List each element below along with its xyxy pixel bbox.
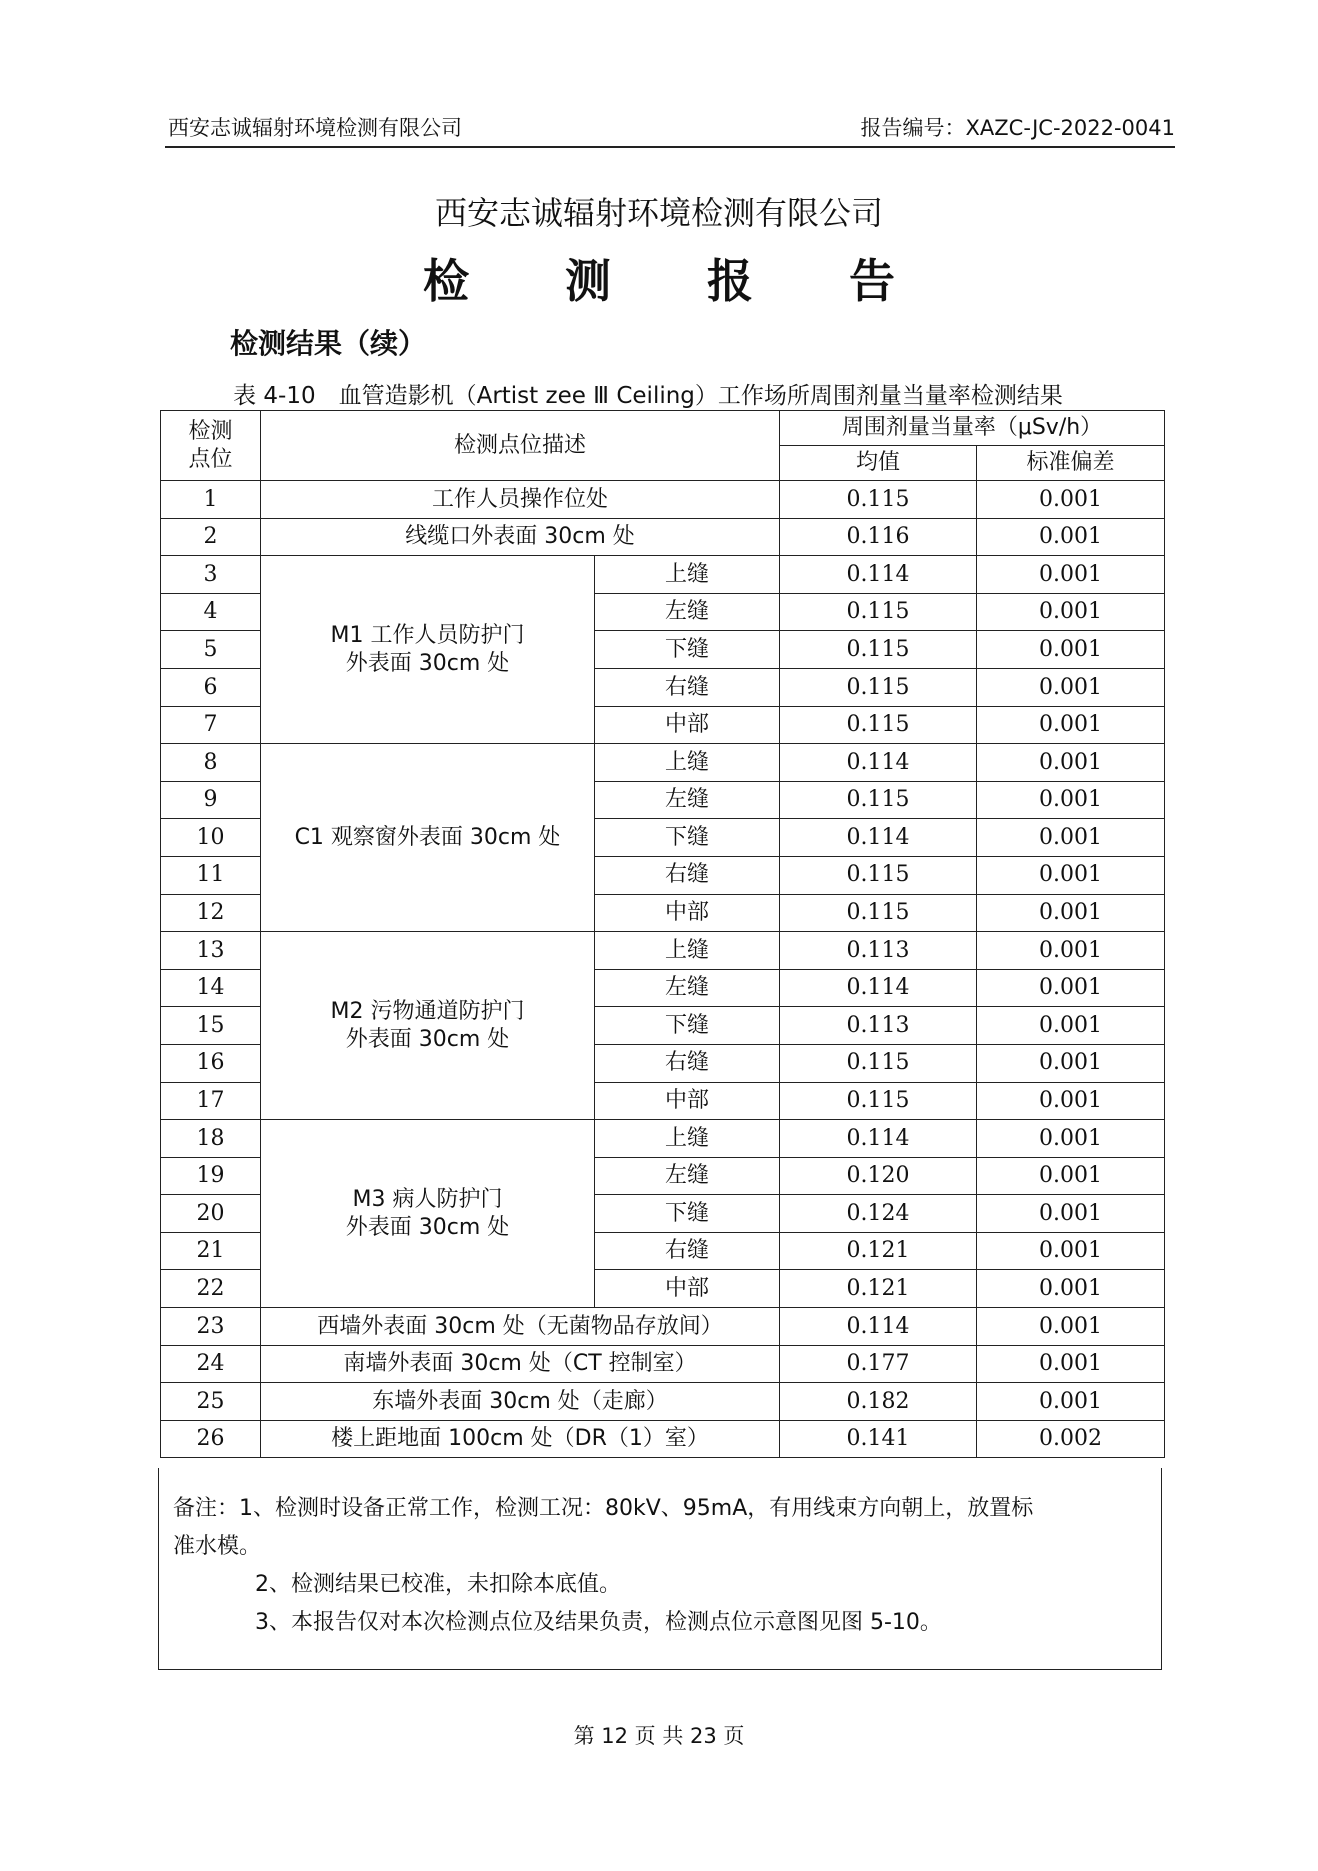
cell-std: 0.001: [977, 781, 1165, 819]
cell-sub-position: 右缝: [595, 1232, 780, 1270]
cell-std: 0.001: [977, 593, 1165, 631]
cell-std: 0.001: [977, 1157, 1165, 1195]
cell-mean: 0.120: [780, 1157, 977, 1195]
cell-sub-position: 左缝: [595, 1157, 780, 1195]
cell-mean: 0.115: [780, 856, 977, 894]
cell-point-no: 23: [161, 1308, 261, 1346]
cell-sub-position: 上缝: [595, 744, 780, 782]
cell-point-no: 25: [161, 1383, 261, 1421]
cell-mean: 0.115: [780, 1044, 977, 1082]
cell-point-no: 18: [161, 1120, 261, 1158]
cell-std: 0.001: [977, 706, 1165, 744]
cell-point-no: 17: [161, 1082, 261, 1120]
cell-description: 楼上距地面 100cm 处（DR（1）室）: [261, 1420, 780, 1458]
company-name: 西安志诚辐射环境检测有限公司: [434, 194, 883, 232]
cell-sub-position: 下缝: [595, 1195, 780, 1233]
header-divider: [165, 146, 1175, 148]
cell-std: 0.001: [977, 668, 1165, 706]
cell-mean: 0.115: [780, 706, 977, 744]
cell-std: 0.001: [977, 1044, 1165, 1082]
cell-mean: 0.115: [780, 593, 977, 631]
table-row: [161, 556, 1165, 594]
cell-mean: 0.115: [780, 894, 977, 932]
cell-mean: 0.121: [780, 1232, 977, 1270]
cell-point-no: 20: [161, 1195, 261, 1233]
cell-point-no: 26: [161, 1420, 261, 1458]
cell-mean: 0.114: [780, 744, 977, 782]
remark-line-2: 2、检测结果已校准，未扣除本底值。: [255, 1572, 621, 1597]
cell-description: 工作人员操作位处: [261, 481, 780, 519]
header-description: 检测点位描述: [261, 411, 780, 481]
cell-std: 0.001: [977, 932, 1165, 970]
cell-mean: 0.115: [780, 631, 977, 669]
cell-mean: 0.124: [780, 1195, 977, 1233]
cell-std: 0.001: [977, 856, 1165, 894]
cell-point-no: 11: [161, 856, 261, 894]
remark-line-1: 备注：1、检测时设备正常工作，检测工况：80kV、95mA，有用线束方向朝上，放置标: [173, 1496, 1034, 1521]
cell-mean: 0.141: [780, 1420, 977, 1458]
cell-sub-position: 下缝: [595, 819, 780, 857]
cell-point-no: 14: [161, 969, 261, 1007]
header-std: 标准偏差: [977, 446, 1165, 481]
cell-std: 0.001: [977, 744, 1165, 782]
cell-group-description: C1 观察窗外表面 30cm 处: [261, 744, 595, 932]
cell-description: 线缆口外表面 30cm 处: [261, 518, 780, 556]
table-row: [161, 1383, 1165, 1421]
table-header-row: [161, 411, 1165, 446]
cell-std: 0.001: [977, 1345, 1165, 1383]
cell-mean: 0.116: [780, 518, 977, 556]
cell-mean: 0.114: [780, 1308, 977, 1346]
cell-std: 0.001: [977, 556, 1165, 594]
cell-sub-position: 右缝: [595, 856, 780, 894]
cell-std: 0.001: [977, 631, 1165, 669]
cell-std: 0.001: [977, 1082, 1165, 1120]
cell-mean: 0.121: [780, 1270, 977, 1308]
remark-line-3: 3、本报告仅对本次检测点位及结果负责，检测点位示意图见图 5-10。: [255, 1610, 942, 1635]
cell-sub-position: 下缝: [595, 1007, 780, 1045]
cell-point-no: 19: [161, 1157, 261, 1195]
cell-mean: 0.115: [780, 1082, 977, 1120]
header-point: 检测 点位: [161, 411, 261, 481]
cell-std: 0.001: [977, 481, 1165, 519]
results-table: [160, 410, 1165, 1458]
cell-std: 0.001: [977, 1308, 1165, 1346]
cell-std: 0.001: [977, 894, 1165, 932]
cell-point-no: 24: [161, 1345, 261, 1383]
cell-mean: 0.114: [780, 969, 977, 1007]
cell-point-no: 13: [161, 932, 261, 970]
cell-point-no: 3: [161, 556, 261, 594]
cell-point-no: 10: [161, 819, 261, 857]
cell-mean: 0.177: [780, 1345, 977, 1383]
table-caption: 表 4-10 血管造影机（Artist zee Ⅲ Ceiling）工作场所周围剂量当量率检测结果: [233, 383, 1063, 409]
header-company: 西安志诚辐射环境检测有限公司: [168, 116, 462, 140]
cell-mean: 0.114: [780, 1120, 977, 1158]
cell-std: 0.001: [977, 1270, 1165, 1308]
cell-std: 0.001: [977, 1120, 1165, 1158]
cell-point-no: 8: [161, 744, 261, 782]
cell-sub-position: 上缝: [595, 556, 780, 594]
table-row: [161, 1308, 1165, 1346]
cell-description: 西墙外表面 30cm 处（无菌物品存放间）: [261, 1308, 780, 1346]
cell-sub-position: 左缝: [595, 593, 780, 631]
cell-point-no: 21: [161, 1232, 261, 1270]
remark-line-1-cont: 准水模。: [173, 1534, 262, 1559]
header-mean: 均值: [780, 446, 977, 481]
cell-point-no: 4: [161, 593, 261, 631]
cell-mean: 0.182: [780, 1383, 977, 1421]
cell-mean: 0.114: [780, 556, 977, 594]
cell-point-no: 16: [161, 1044, 261, 1082]
cell-sub-position: 上缝: [595, 932, 780, 970]
cell-group-description: M2 污物通道防护门 外表面 30cm 处: [261, 932, 595, 1120]
cell-mean: 0.115: [780, 481, 977, 519]
cell-sub-position: 中部: [595, 706, 780, 744]
cell-sub-position: 中部: [595, 1270, 780, 1308]
report-title: 检 测 报 告: [422, 254, 936, 308]
cell-mean: 0.115: [780, 781, 977, 819]
cell-point-no: 22: [161, 1270, 261, 1308]
cell-mean: 0.114: [780, 819, 977, 857]
cell-group-description: M1 工作人员防护门 外表面 30cm 处: [261, 556, 595, 744]
cell-std: 0.001: [977, 1232, 1165, 1270]
cell-point-no: 15: [161, 1007, 261, 1045]
cell-std: 0.001: [977, 518, 1165, 556]
table-row: [161, 481, 1165, 519]
cell-sub-position: 中部: [595, 894, 780, 932]
cell-description: 南墙外表面 30cm 处（CT 控制室）: [261, 1345, 780, 1383]
cell-description: 东墙外表面 30cm 处（走廊）: [261, 1383, 780, 1421]
cell-point-no: 7: [161, 706, 261, 744]
cell-sub-position: 中部: [595, 1082, 780, 1120]
header-report-number: 报告编号：XAZC-JC-2022-0041: [860, 116, 1175, 140]
cell-point-no: 6: [161, 668, 261, 706]
cell-point-no: 9: [161, 781, 261, 819]
cell-point-no: 1: [161, 481, 261, 519]
cell-sub-position: 右缝: [595, 668, 780, 706]
table-row: [161, 518, 1165, 556]
table-row: [161, 1420, 1165, 1458]
cell-mean: 0.113: [780, 1007, 977, 1045]
table-row: [161, 932, 1165, 970]
remarks-box: [158, 1468, 1162, 1670]
cell-point-no: 5: [161, 631, 261, 669]
cell-group-description: M3 病人防护门 外表面 30cm 处: [261, 1120, 595, 1308]
cell-sub-position: 上缝: [595, 1120, 780, 1158]
cell-mean: 0.115: [780, 668, 977, 706]
page-footer: 第 12 页 共 23 页: [573, 1724, 745, 1748]
cell-std: 0.001: [977, 969, 1165, 1007]
cell-point-no: 2: [161, 518, 261, 556]
cell-std: 0.001: [977, 1383, 1165, 1421]
table-row: [161, 744, 1165, 782]
section-title: 检测结果（续）: [230, 327, 427, 360]
cell-point-no: 12: [161, 894, 261, 932]
cell-std: 0.001: [977, 1007, 1165, 1045]
cell-sub-position: 右缝: [595, 1044, 780, 1082]
table-row: [161, 1345, 1165, 1383]
cell-std: 0.001: [977, 819, 1165, 857]
cell-sub-position: 左缝: [595, 969, 780, 1007]
header-dose-rate: 周围剂量当量率（μSv/h）: [780, 411, 1165, 446]
cell-sub-position: 左缝: [595, 781, 780, 819]
table-row: [161, 1120, 1165, 1158]
cell-mean: 0.113: [780, 932, 977, 970]
cell-std: 0.002: [977, 1420, 1165, 1458]
cell-std: 0.001: [977, 1195, 1165, 1233]
cell-sub-position: 下缝: [595, 631, 780, 669]
